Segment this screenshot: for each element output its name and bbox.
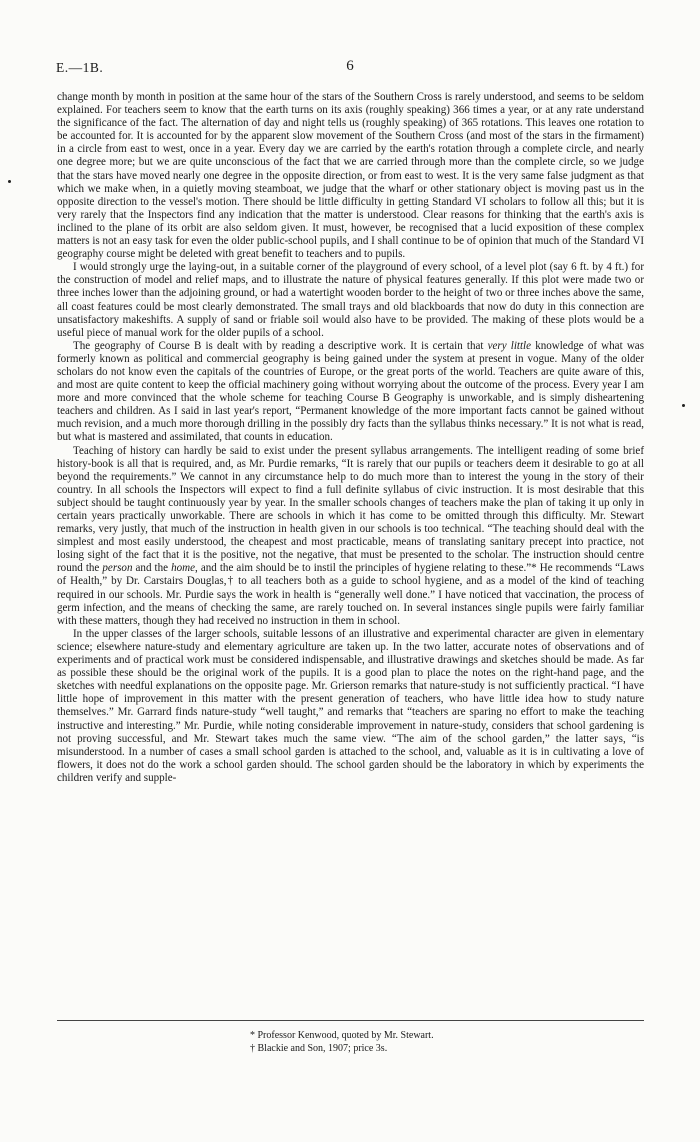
body-text	[57, 91, 644, 785]
paragraph-astronomy	[57, 91, 644, 261]
scan-speck	[8, 180, 11, 183]
page-number: 6	[346, 58, 354, 74]
document-reference: E.—1B.	[56, 60, 104, 75]
paragraph-text: Teaching of history can hardly be said to exist under the present syllabus arrangements. The intelligent reading of some brief history-book is all that is required, and, as Mr. Purdie remarks, “It is rarely that our pupils or teachers deem it desirable to go at all beyond the requirements.” We cannot in any circumstance help to do much more than to interest the young in the story of their country. In all schools the Inspectors will expect to find a full definite syllabus of civic instruction. It is most desirable that this subject should be taught continuously year by year. In the smaller schools changes of teachers make the plan of taking it up only in certain years practically unworkable. There are schools in which it has come to be omitted through this difficulty. Mr. Stewart remarks, very justly, that much of the instruction in health given in our schools is too technical. “The teaching should deal with the simplest and most easily understood, the cheapest and most practicable, means of translating sanitary precept into practice, not losing sight of the fact that it is the positive, not the negative, that must be presented to the scholar. The instruction should centre round the	[57, 444, 644, 575]
paragraph-text: The geography of Course B is dealt with by reading a descriptive work. It is certain that	[73, 339, 488, 352]
scan-speck	[682, 404, 685, 407]
footnotes	[250, 1029, 630, 1055]
footnote-2: † Blackie and Son, 1907; price 3s.	[250, 1043, 388, 1054]
italic-emphasis: home	[171, 562, 196, 575]
paragraph-history-health	[57, 445, 644, 628]
paragraph-text: I would strongly urge the laying-out, in a suitable corner of the playground of every school, of a level plot (say 6 ft. by 4 ft.) for the construction of model and relief maps, and to illustrate the nature of physical features generally. If this plot were made two or three inches lower than the adjoining ground, or had a watertight wooden border to the height of two or three inches above the same, all coast features could be most clearly demonstrated. The small trays and old blackboards that now do duty in this connection are unsatisfactory makeshifts. A supply of sand or friable soil would also have to be provided. The making of these plots would be a useful piece of manual work for the older pupils of a school.	[57, 261, 644, 339]
italic-emphasis: person	[102, 562, 133, 575]
paragraph-text: In the upper classes of the larger schools, suitable lessons of an illustrative and experimental character are given in elementary science; elsewhere nature-study and elementary agriculture are taken up. In the two latter, accurate notes of observations and of experiments and of practical work must be considered indispensable, and illustrative drawings and sketches should be made. As far as possible these should be the original work of the pupils. It is a good plan to place the notes on the right-hand page, and the sketches with needful explanations on the opposite page. Mr. Grierson remarks that nature-study is not sufficiently practical. “I have little hope of improvement in this matter with the present generation of teachers, who have little idea how to study nature themselves.” Mr. Garrard finds nature-study “well taught,” and remarks that “teachers are sparing no effort to make the teaching instructive and interesting.” Mr. Purdie, while noting considerable improvement in nature-study, considers that school gardening is not proving successful, and Mr. Stewart takes much the same view. “The aim of the school garden,” the latter says, “is misunderstood. In a number of cases a small school garden is attached to the school, and, valuable as it is in cultivating a love of flowers, it does not do the work a school garden should. The school garden should be the laboratory in which by experiments the children verify and supple-	[57, 627, 644, 784]
paragraph-text: change month by month in position at the same hour of the stars of the Southern Cross is rarely understood, and seems to be seldom explained. For teachers seem to know that the earth turns on its axis (roughly speaking) 366 times a year, or at any rate understand the significance of the fact. The alternation of day and night tells us (roughly speaking) of 365 rotations. This leaves one rotation to be accounted for. It is accounted for by the apparent slow movement of the Southern Cross (and most of the stars in the firmament) in a circle from east to west, once in a year. Every day we are carried by the earth's rotation through a complete circle, and nearly one degree more; but we are quite unconscious of the fact that we are carried through more than the complete circle, so we judge that the stars have moved nearly one degree in the opposite direction, or from east to west. It is the very same false judgment as that which we make when, in a quietly moving steamboat, we judge that the wharf or other stationary object is moving past us in the opposite direction to the vessel's motion. There should be little difficulty in getting Standard VI scholars to follow all this; but it is very rarely that the Inspectors find any indication that the matter is understood. Clear reasons for thinking that the earth's axis is inclined to the plane of its orbit are also seldom given. It must, however, be recognised that a lucid exposition of these complex matters is not an easy task for even the older public-school pupils, and I shall continue to be of opinion that much of the Standard VI geography course might be deleted with great benefit to teachers and to pupils.	[57, 91, 644, 261]
paragraph-text: and the	[132, 562, 172, 575]
paragraph-text: knowledge of what was formerly known as political and commercial geography is being gained under the system at present in vogue. Many of the older scholars do not know even the capitals of the countries of Europe, or the great ports of the world. Teachers are quite aware of this, and most are quite content to keep the official machinery going without worrying about the outcome of the process. Every year I am more and more convinced that the whole scheme for teaching Course B Geography is unworkable, and is simply disheartening teachers and children. As I said in last year's report, “Permanent knowledge of the more important facts cannot be gained without much revision, and a much more thorough drilling in the possibly dry facts than the syllabus thinks necessary.” It is not what is read, but what is mastered and assimilated, that counts in education.	[57, 339, 644, 444]
footnote-1: * Professor Kenwood, quoted by Mr. Stewart.	[250, 1030, 434, 1041]
italic-emphasis: very little	[487, 339, 532, 352]
page-header	[56, 60, 644, 80]
paragraph-science-nature-study	[57, 628, 644, 785]
paragraph-geography-course-b	[57, 340, 644, 445]
paragraph-relief-maps	[57, 261, 644, 340]
paragraph-text: , and the aim should be to instil the principles of hygiene relating to these.”* He recommends “Laws of Health,” by Dr. Carstairs Douglas,† to all teachers both as a guide to school hygiene, and as a model of the kind of teaching required in our schools. Mr. Purdie says the work in health is “generally well done.” I have noticed that vaccination, the process of germ infection, and the means of checking the same, are rarely touched on. In several instances single pupils were fairly familiar with these matters, though they had received no instruction in them in school.	[57, 562, 644, 627]
footnote-divider	[57, 1020, 644, 1021]
